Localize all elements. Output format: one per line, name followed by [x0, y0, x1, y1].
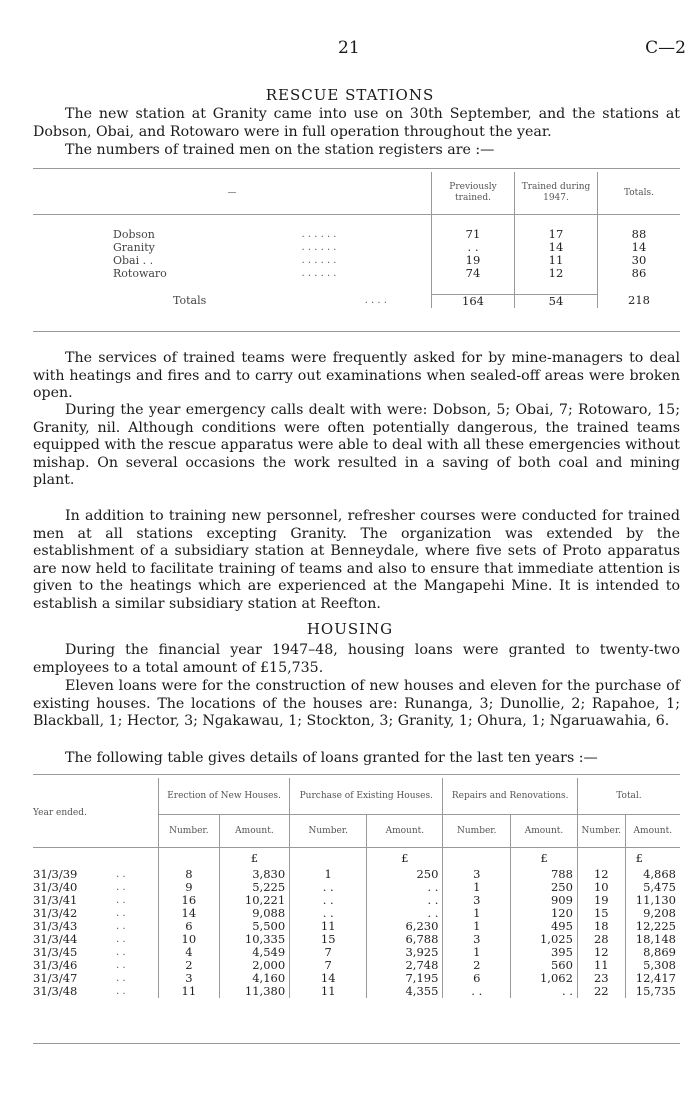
table-bottom-rule	[33, 331, 680, 332]
erection-number: 9	[159, 881, 220, 894]
leader-dots: . .	[116, 973, 126, 984]
purchase-amount: . .	[367, 881, 443, 894]
repairs-amount: 250	[511, 881, 578, 894]
purchase-number: 7	[290, 946, 367, 959]
erection-amount: 2,000	[219, 959, 289, 972]
rescue-paragraph-1: The new station at Granity came into use on 30th September, and the stations at Dobson, Obai, and Rotowaro were in full operation throughout the year.	[33, 106, 680, 140]
total-number: 12	[577, 946, 625, 959]
subheader-amount: Amount.	[367, 815, 443, 848]
table-row	[33, 881, 680, 894]
year-cell: 31/3/48	[33, 984, 78, 998]
repairs-number: 2	[443, 959, 511, 972]
total-number: 28	[577, 933, 625, 946]
total-amount: 12,417	[625, 972, 680, 985]
table-row	[33, 254, 680, 267]
purchase-number: 7	[290, 959, 367, 972]
table-row	[33, 267, 680, 280]
total-previous: 164	[432, 294, 515, 308]
purchase-amount: 7,195	[367, 972, 443, 985]
leader-dots: . . . . . .	[301, 255, 337, 266]
repairs-number: 1	[443, 920, 511, 933]
currency-symbol: £	[511, 848, 578, 869]
cell-total: 30	[598, 254, 681, 267]
subheader-number: Number.	[577, 815, 625, 848]
totals-row	[33, 294, 680, 308]
total-amount: 5,475	[625, 881, 680, 894]
table-header-row	[33, 778, 680, 815]
table-top-rule	[33, 168, 680, 169]
currency-row	[33, 848, 680, 869]
total-number: 11	[577, 959, 625, 972]
cell-trained: 14	[515, 241, 598, 254]
total-amount: 4,868	[625, 868, 680, 881]
leader-dots: . .	[116, 947, 126, 958]
purchase-amount: 6,230	[367, 920, 443, 933]
purchase-number: . .	[290, 894, 367, 907]
erection-number: 6	[159, 920, 220, 933]
erection-number: 14	[159, 907, 220, 920]
housing-heading: HOUSING	[306, 620, 394, 638]
document-reference: C—2	[645, 38, 686, 58]
year-cell: 31/3/43	[33, 919, 78, 933]
leader-dots: . .	[116, 986, 126, 997]
housing-paragraph-2: Eleven loans were for the construction of new houses and eleven for the purchase of existing houses. The locations of the houses are: Runanga, 3; Dunollie, 2; Rapahoe, 1; Blackball, 1; Hector, 3; Ngakawau, 1; Stockton, 3; Granity, 1; Ohura, 1; Ngaruawahia, 6.	[33, 678, 680, 730]
total-amount: 12,225	[625, 920, 680, 933]
purchase-number: . .	[290, 907, 367, 920]
table-row	[33, 959, 680, 972]
repairs-number: 3	[443, 933, 511, 946]
purchase-amount: . .	[367, 907, 443, 920]
table-row	[33, 985, 680, 998]
subheader-amount: Amount.	[219, 815, 289, 848]
year-cell: 31/3/41	[33, 893, 78, 907]
leader-dots: . .	[116, 908, 126, 919]
repairs-number: 3	[443, 868, 511, 881]
purchase-amount: 6,788	[367, 933, 443, 946]
table-row	[33, 907, 680, 920]
cell-previous: 71	[432, 228, 515, 241]
repairs-number: 1	[443, 881, 511, 894]
leader-dots: . .	[116, 960, 126, 971]
total-number: 12	[577, 868, 625, 881]
total-grand: 218	[598, 294, 681, 308]
purchase-amount: 4,355	[367, 985, 443, 998]
erection-amount: 4,549	[219, 946, 289, 959]
table-header-row	[33, 172, 680, 215]
cell-trained: 12	[515, 267, 598, 280]
total-amount: 18,148	[625, 933, 680, 946]
repairs-number: 3	[443, 894, 511, 907]
rescue-paragraph-2: The numbers of trained men on the station registers are :—	[65, 142, 495, 158]
total-number: 23	[577, 972, 625, 985]
header-erection: Erection of New Houses.	[159, 778, 290, 815]
erection-amount: 5,500	[219, 920, 289, 933]
repairs-number: 6	[443, 972, 511, 985]
station-name: Granity	[113, 241, 155, 254]
erection-amount: 4,160	[219, 972, 289, 985]
rescue-paragraph-5: In addition to training new personnel, refresher courses were conducted for trained men at all stations excepting Granity. The organization was extended by the establishment of a subsidiary station at Benneydale, where five sets of Proto apparatus are now held to facilitate training of teams and also to ensure that immediate attention is given to the heatings which are experienced at the Mangapehi Mine. It is intended to establish a similar subsidiary station at Reefton.	[33, 508, 680, 612]
year-cell: 31/3/47	[33, 971, 78, 985]
header-trained-1947: Trained during 1947.	[515, 172, 598, 215]
housing-loans-table	[33, 778, 680, 998]
rescue-paragraph-4: During the year emergency calls dealt with were: Dobson, 5; Obai, 7; Rotowaro, 15; Granity, nil. Although conditions were often potentially dangerous, the trained teams equipped with the rescue apparatus were able to deal with all these emergencies without mishap. On several occasions the work resulted in a saving of both coal and mining plant.	[33, 402, 680, 489]
currency-symbol: £	[625, 848, 680, 869]
leader-dots: . .	[116, 869, 126, 880]
page-header	[0, 38, 700, 58]
repairs-number: 1	[443, 907, 511, 920]
cell-total: 86	[598, 267, 681, 280]
table-top-rule	[33, 774, 680, 775]
purchase-number: 1	[290, 868, 367, 881]
leader-dots: . .	[116, 934, 126, 945]
total-amount: 8,869	[625, 946, 680, 959]
total-trained: 54	[515, 294, 598, 308]
year-cell: 31/3/39	[33, 867, 78, 881]
leader-dots: . .	[116, 882, 126, 893]
leader-dots: . . . . . .	[301, 229, 337, 240]
total-number: 10	[577, 881, 625, 894]
station-name: Dobson	[113, 228, 155, 241]
subheader-amount: Amount.	[511, 815, 578, 848]
repairs-number: . .	[443, 985, 511, 998]
leader-dots: . . . .	[364, 295, 387, 307]
repairs-amount: 120	[511, 907, 578, 920]
repairs-amount: 395	[511, 946, 578, 959]
housing-paragraph-1: During the financial year 1947–48, housing loans were granted to twenty-two employees to a total amount of £15,735.	[33, 642, 680, 676]
erection-amount: 9,088	[219, 907, 289, 920]
total-number: 19	[577, 894, 625, 907]
erection-amount: 10,335	[219, 933, 289, 946]
cell-previous: 19	[432, 254, 515, 267]
erection-amount: 11,380	[219, 985, 289, 998]
year-cell: 31/3/46	[33, 958, 78, 972]
year-cell: 31/3/45	[33, 945, 78, 959]
repairs-amount: 909	[511, 894, 578, 907]
totals-label: Totals	[173, 294, 207, 308]
purchase-number: 11	[290, 985, 367, 998]
year-cell: 31/3/44	[33, 932, 78, 946]
repairs-amount: 788	[511, 868, 578, 881]
leader-dots: . .	[116, 895, 126, 906]
cell-total: 88	[598, 228, 681, 241]
table-bottom-rule	[33, 1043, 680, 1044]
table-row	[33, 868, 680, 881]
cell-trained: 11	[515, 254, 598, 267]
station-name: Rotowaro	[113, 267, 167, 280]
erection-amount: 5,225	[219, 881, 289, 894]
total-number: 15	[577, 907, 625, 920]
erection-number: 3	[159, 972, 220, 985]
purchase-amount: 3,925	[367, 946, 443, 959]
repairs-amount: 1,025	[511, 933, 578, 946]
housing-paragraph-3: The following table gives details of loans granted for the last ten years :—	[65, 750, 598, 766]
table-row	[33, 946, 680, 959]
leader-dots: . . . . . .	[301, 242, 337, 253]
cell-total: 14	[598, 241, 681, 254]
purchase-number: . .	[290, 881, 367, 894]
table-row	[33, 933, 680, 946]
header-purchase: Purchase of Existing Houses.	[290, 778, 443, 815]
table-row	[33, 241, 680, 254]
table-row	[33, 894, 680, 907]
purchase-amount: 2,748	[367, 959, 443, 972]
subheader-number: Number.	[159, 815, 220, 848]
currency-symbol: £	[367, 848, 443, 869]
station-name: Obai . .	[113, 254, 154, 267]
cell-previous: . .	[432, 241, 515, 254]
header-total: Total.	[577, 778, 680, 815]
erection-number: 8	[159, 868, 220, 881]
year-cell: 31/3/40	[33, 880, 78, 894]
page-number: 21	[338, 38, 360, 58]
subheader-number: Number.	[443, 815, 511, 848]
repairs-amount: 495	[511, 920, 578, 933]
erection-number: 11	[159, 985, 220, 998]
total-amount: 15,735	[625, 985, 680, 998]
erection-number: 2	[159, 959, 220, 972]
year-cell: 31/3/42	[33, 906, 78, 920]
table-row	[33, 228, 680, 241]
leader-dots: . . . . . .	[301, 268, 337, 279]
rescue-stations-table	[33, 172, 680, 308]
total-amount: 11,130	[625, 894, 680, 907]
repairs-amount: 560	[511, 959, 578, 972]
rescue-stations-heading: RESCUE STATIONS	[265, 86, 435, 104]
erection-amount: 3,830	[219, 868, 289, 881]
cell-previous: 74	[432, 267, 515, 280]
total-amount: 5,308	[625, 959, 680, 972]
purchase-number: 15	[290, 933, 367, 946]
rescue-paragraph-3: The services of trained teams were frequently asked for by mine-managers to deal with heatings and fires and to carry out examinations when sealed-off areas were broken open.	[33, 350, 680, 402]
purchase-number: 14	[290, 972, 367, 985]
total-amount: 9,208	[625, 907, 680, 920]
header-year-ended: Year ended.	[33, 807, 87, 818]
leader-dots: . .	[116, 921, 126, 932]
table-row	[33, 972, 680, 985]
erection-number: 16	[159, 894, 220, 907]
cell-trained: 17	[515, 228, 598, 241]
subheader-amount: Amount.	[625, 815, 680, 848]
subheader-number: Number.	[290, 815, 367, 848]
table-header-blank: —	[33, 172, 432, 215]
header-previously-trained: Previously trained.	[432, 172, 515, 215]
erection-amount: 10,221	[219, 894, 289, 907]
header-totals: Totals.	[598, 172, 681, 215]
repairs-amount: 1,062	[511, 972, 578, 985]
header-repairs: Repairs and Renovations.	[443, 778, 577, 815]
erection-number: 10	[159, 933, 220, 946]
purchase-amount: 250	[367, 868, 443, 881]
currency-symbol: £	[219, 848, 289, 869]
erection-number: 4	[159, 946, 220, 959]
total-number: 18	[577, 920, 625, 933]
table-row	[33, 920, 680, 933]
purchase-number: 11	[290, 920, 367, 933]
total-number: 22	[577, 985, 625, 998]
purchase-amount: . .	[367, 894, 443, 907]
repairs-amount: . .	[511, 985, 578, 998]
repairs-number: 1	[443, 946, 511, 959]
